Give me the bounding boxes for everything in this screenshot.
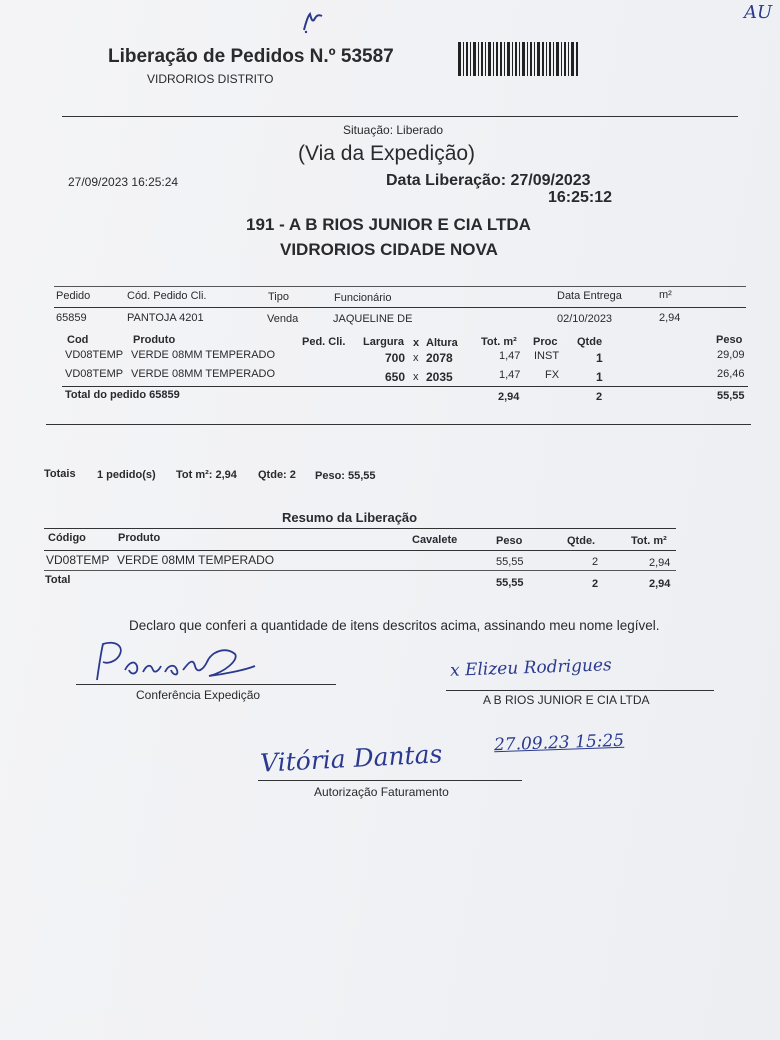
col-tipo: Tipo <box>268 291 289 303</box>
customer-name: 191 - A B RIOS JUNIOR E CIA LTDA <box>246 215 531 234</box>
col-m2: m² <box>659 289 672 301</box>
col-data-entrega: Data Entrega <box>557 290 622 302</box>
customer-store: VIDRORIOS CIDADE NOVA <box>280 240 498 259</box>
summary-total-peso: 55,55 <box>496 577 524 589</box>
pen-mark <box>300 8 330 34</box>
summary-col-peso: Peso <box>496 535 523 547</box>
order-type: Venda <box>267 313 299 325</box>
item-1-tot-m2: 1,47 <box>499 350 521 362</box>
summary-total-rule <box>44 570 676 571</box>
item-1-peso: 29,09 <box>717 349 745 361</box>
item-2-x: x <box>413 371 419 383</box>
declaration-text: Declaro que conferi a quantidade de itens descritos acima, assinando meu nome legível. <box>129 618 660 633</box>
header-divider <box>62 116 738 117</box>
item-col-cod: Cod <box>67 334 89 346</box>
item-col-produto: Produto <box>133 334 176 346</box>
order-m2: 2,94 <box>659 312 681 324</box>
order-number: 65859 <box>56 312 87 324</box>
item-1-altura: 2078 <box>426 351 453 365</box>
summary-total-label: Total <box>45 574 71 586</box>
item-col-ped-cli: Ped. Cli. <box>302 336 346 348</box>
summary-col-qtde: Qtde. <box>567 535 596 547</box>
authorization-line <box>258 780 522 781</box>
order-total-m2: 2,94 <box>498 391 520 403</box>
item-2-peso: 26,46 <box>717 368 745 380</box>
item-1-x: x <box>413 352 419 364</box>
totals-label: Totais <box>44 468 76 480</box>
order-table-top-rule <box>54 286 746 287</box>
order-client-code: PANTOJA 4201 <box>127 312 204 324</box>
item-1-produto: VERDE 08MM TEMPERADO <box>131 349 276 361</box>
summary-col-codigo: Código <box>48 532 86 544</box>
summary-row-qtde: 2 <box>592 556 599 568</box>
conferencia-signature <box>85 636 265 688</box>
summary-col-tot-m2: Tot. m² <box>631 535 667 547</box>
summary-total-tot-m2: 2,94 <box>649 578 671 590</box>
item-2-tot-m2: 1,47 <box>499 369 521 381</box>
summary-col-produto: Produto <box>118 532 161 544</box>
item-col-proc: Proc <box>533 336 558 348</box>
item-1-proc: INST <box>534 350 560 362</box>
item-1-qtde: 1 <box>596 351 603 365</box>
item-2-proc: FX <box>545 369 560 381</box>
customer-sign-label: A B RIOS JUNIOR E CIA LTDA <box>483 693 650 707</box>
order-total-qtde: 2 <box>596 391 603 403</box>
order-delivery-date: 02/10/2023 <box>557 313 613 325</box>
authorization-date: 27.09.23 15:25 <box>493 730 625 756</box>
summary-row-peso: 55,55 <box>496 556 524 568</box>
item-2-produto: VERDE 08MM TEMPERADO <box>131 368 276 380</box>
summary-col-cavalete: Cavalete <box>412 534 458 546</box>
item-1-cod: VD08TEMP <box>65 349 124 361</box>
summary-row-produto: VERDE 08MM TEMPERADO <box>117 553 275 567</box>
conferencia-label: Conferência Expedição <box>136 688 261 702</box>
corner-initials: AU <box>744 2 773 23</box>
summary-header-rule <box>44 550 676 551</box>
order-total-rule <box>62 386 748 387</box>
totals-peso: Peso: 55,55 <box>315 470 376 482</box>
item-col-peso: Peso <box>716 334 743 346</box>
authorization-signature: Vitória Dantas <box>259 739 443 778</box>
item-col-qtde: Qtde <box>577 336 603 348</box>
totals-qtde: Qtde: 2 <box>258 469 296 481</box>
summary-row-tot-m2: 2,94 <box>649 557 671 569</box>
item-2-qtde: 1 <box>596 370 603 384</box>
authorization-label: Autorização Faturamento <box>314 785 449 799</box>
item-col-altura: Altura <box>426 337 458 349</box>
summary-title: Resumo da Liberação <box>282 510 418 525</box>
copy-type: (Via da Expedição) <box>298 142 476 165</box>
totals-pedidos: 1 pedido(s) <box>97 469 156 481</box>
order-total-label: Total do pedido 65859 <box>65 389 180 401</box>
item-2-largura: 650 <box>385 370 406 384</box>
status-text: Situação: Liberado <box>343 123 444 137</box>
order-section-bottom-rule <box>46 424 751 425</box>
release-time: 16:25:12 <box>548 189 613 206</box>
summary-row-codigo: VD08TEMP <box>46 553 110 567</box>
document-title: Liberação de Pedidos N.º 53587 <box>108 46 394 67</box>
item-col-x: x <box>413 337 420 349</box>
totals-m2: Tot m²: 2,94 <box>176 469 237 481</box>
barcode <box>458 42 580 78</box>
col-cod-cli: Cód. Pedido Cli. <box>127 290 207 302</box>
order-header-rule <box>54 307 746 308</box>
issuer-company: VIDRORIOS DISTRITO <box>147 72 274 86</box>
item-col-tot-m2: Tot. m² <box>481 336 517 348</box>
customer-signature: x Elizeu Rodrigues <box>449 655 613 681</box>
order-employee: JAQUELINE DE <box>333 313 413 325</box>
item-1-largura: 700 <box>385 351 406 365</box>
release-date: Data Liberação: 27/09/2023 <box>386 172 591 189</box>
col-pedido: Pedido <box>56 290 91 302</box>
col-funcionario: Funcionário <box>334 292 392 304</box>
conferencia-line <box>76 684 336 685</box>
summary-top-rule <box>44 528 676 529</box>
item-2-altura: 2035 <box>426 370 453 384</box>
item-col-largura: Largura <box>363 336 404 348</box>
item-2-cod: VD08TEMP <box>65 368 124 380</box>
print-datetime: 27/09/2023 16:25:24 <box>68 175 179 189</box>
order-total-peso: 55,55 <box>717 390 745 402</box>
summary-total-qtde: 2 <box>592 578 599 590</box>
customer-sign-line <box>446 690 714 691</box>
